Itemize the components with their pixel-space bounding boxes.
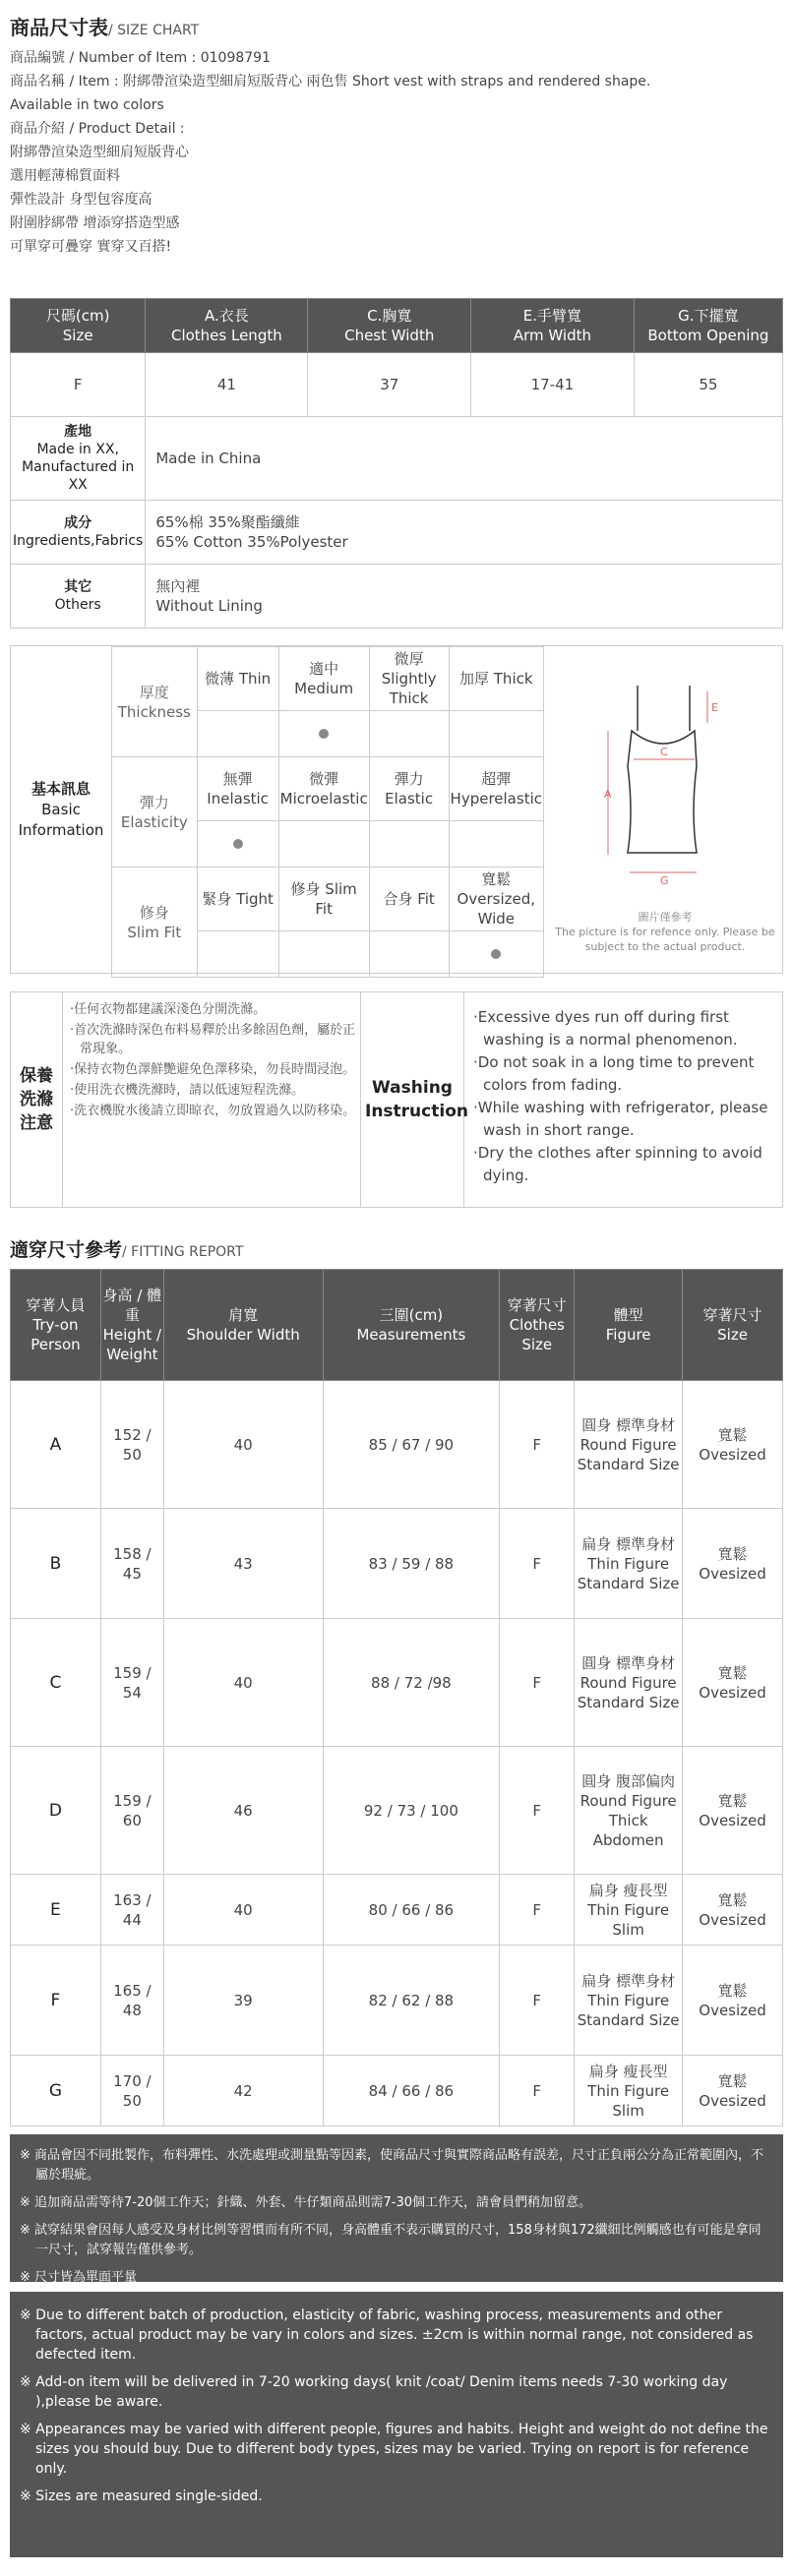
fit-size-cell: 寬鬆 Ovesized [683, 1619, 783, 1747]
measurements-cell: 92 / 73 / 100 [323, 1747, 500, 1875]
selected-dot [319, 729, 329, 739]
table-row [11, 1747, 783, 1875]
notes-zh [10, 2134, 783, 2285]
measurements-cell: 88 / 72 /98 [323, 1619, 500, 1747]
thickness-mark [369, 711, 449, 757]
note-line: ※ 商品會因不同批製作，布料彈性、水洗處理或測量點等因素，使商品尺寸與實際商品略有誤差，尺寸正負兩公分為正常範圍內，不屬於瑕疵。 [20, 2148, 764, 2183]
fit-header-hw: 身高 / 體重 Height / Weight [100, 1270, 163, 1381]
fit-size-cell: 寬鬆 Ovesized [683, 2056, 783, 2127]
fit-header-person: 穿著人員 Try-on Person [11, 1270, 101, 1381]
fit-mark [278, 931, 369, 978]
fit-option: 合身 Fit [369, 868, 449, 931]
washing-label-en: Washing Instruction [360, 992, 464, 1207]
height-weight-cell: 165 / 48 [100, 1946, 163, 2056]
label-c: C [660, 746, 668, 758]
fit-mark [369, 931, 449, 978]
figure-cell: 圓身 標準身材 Round Figure Standard Size [575, 1381, 683, 1509]
fit-header-shoulder: 肩寬 Shoulder Width [163, 1270, 323, 1381]
person-cell: G [11, 2056, 101, 2127]
measurements-cell: 84 / 66 / 86 [323, 2056, 500, 2127]
person-cell: E [11, 1875, 101, 1946]
shoulder-cell: 40 [163, 1381, 323, 1509]
size-table-header [11, 299, 783, 353]
fit-size-cell: 寬鬆 Ovesized [683, 1747, 783, 1875]
item-name: 商品名稱 / Item : 附綁帶渲染造型細肩短版背心 兩色售 Short vest with straps and rendered shape. [10, 74, 651, 90]
fit-size-cell: 寬鬆 Ovesized [683, 1381, 783, 1509]
fit-label: 修身 Slim Fit [112, 868, 198, 978]
fit-size-cell: 寬鬆 Ovesized [683, 1509, 783, 1619]
clothes-size-cell: F [500, 1381, 575, 1509]
thickness-option: 微厚 Slightly Thick [369, 647, 449, 711]
origin-row [11, 417, 783, 501]
note-line: ※ 追加商品需等待7-20個工作天；針織、外套、牛仔類商品則需7-30個工作天，請會員們稍加留意。 [20, 2195, 592, 2210]
label-e: E [711, 701, 718, 714]
note-line: ※ Appearances may be varied with different people, figures and habits. Height and weight do not define the sizes you should buy. Due to different body types, sizes may be varied. Trying on report is for reference only. [20, 2422, 768, 2477]
other-value: 無內裡 Without Lining [146, 565, 783, 629]
figure-cell: 扁身 標準身材 Thin Figure Standard Size [575, 1509, 683, 1619]
figure-cell: 圓身 腹部偏肉 Round Figure Thick Abdomen [575, 1747, 683, 1875]
washing-label-zh: 保養洗滌注意 [11, 992, 63, 1207]
label-a: A [604, 788, 612, 801]
thickness-mark [278, 711, 369, 757]
note-line: ※ Sizes are measured single-sided. [20, 2488, 263, 2504]
measurements-cell: 85 / 67 / 90 [323, 1381, 500, 1509]
size-header-length: A.衣長 Clothes Length [146, 299, 308, 353]
thickness-mark [197, 711, 278, 757]
figure-cell: 扁身 瘦長型 Thin Figure Slim [575, 2056, 683, 2127]
thickness-option: 適中 Medium [278, 647, 369, 711]
table-row [11, 1875, 783, 1946]
washing-tip: ·使用洗衣機洗滌時，請以低速短程洗滌。 [70, 1083, 305, 1098]
washing-tip: ·Excessive dyes run off during first washing is a normal phenomenon. [473, 1008, 738, 1048]
ingredients-row [11, 501, 783, 565]
product-detail-line: 附圍脖綁帶 增添穿搭造型感 [10, 215, 180, 231]
fit-option: 寬鬆 Oversized, Wide [449, 868, 543, 931]
title-zh: 商品尺寸表 [10, 16, 108, 39]
item-number: 商品編號 / Number of Item : 01098791 [10, 50, 271, 66]
height-weight-cell: 159 / 54 [100, 1619, 163, 1747]
fit-header-measurements: 三圍(cm) Measurements [323, 1270, 500, 1381]
elasticity-mark [278, 821, 369, 868]
person-cell: F [11, 1946, 101, 2056]
fit-mark [449, 931, 543, 978]
origin-value: Made in China [146, 417, 783, 501]
fit-header-figure: 體型 Figure [575, 1270, 683, 1381]
clothes-size-cell: F [500, 1946, 575, 2056]
shoulder-cell: 42 [163, 2056, 323, 2127]
product-detail-line: 附綁帶渲染造型細肩短版背心 [10, 145, 189, 160]
size-chart-header [10, 12, 783, 259]
person-cell: B [11, 1509, 101, 1619]
washing-tip: ·任何衣物都建議深淺色分開洗滌。 [70, 1002, 267, 1017]
product-detail-line: 可單穿可疊穿 實穿又百搭! [10, 239, 172, 255]
height-weight-cell: 170 / 50 [100, 2056, 163, 2127]
washing-tip: ·洗衣機脫水後請立即晾衣，勿放置過久以防移染。 [70, 1104, 356, 1118]
fit-size-cell: 寬鬆 Ovesized [683, 1875, 783, 1946]
fitting-report-title: 適穿尺寸參考/ FITTING REPORT [10, 1239, 244, 1261]
measurements-cell: 83 / 59 / 88 [323, 1509, 500, 1619]
basic-information [10, 645, 783, 974]
elasticity-option: 微彈 Microelastic [278, 757, 369, 821]
fit-size-cell: 寬鬆 Ovesized [683, 1946, 783, 2056]
product-detail-line: 選用輕薄棉質面料 [10, 168, 120, 184]
ingredients-value: 65%棉 35%聚酯纖維 65% Cotton 35%Polyester [146, 501, 783, 565]
selected-dot [233, 839, 243, 849]
washing-tip: ·While washing with refrigerator, please wash in short range. [473, 1099, 768, 1139]
height-weight-cell: 158 / 45 [100, 1509, 163, 1619]
thickness-option: 加厚 Thick [449, 647, 543, 711]
height-weight-cell: 159 / 60 [100, 1747, 163, 1875]
clothes-size-cell: F [500, 1509, 575, 1619]
table-row [11, 1619, 783, 1747]
attribute-grid [111, 646, 544, 978]
person-cell: A [11, 1381, 101, 1509]
selected-dot [491, 949, 501, 959]
thickness-label: 厚度 Thickness [112, 647, 198, 757]
measurements-cell: 80 / 66 / 86 [323, 1875, 500, 1946]
fit-option: 緊身 Tight [197, 868, 278, 931]
table-row [11, 1381, 783, 1509]
note-line: ※ 尺寸皆為單面平量 [20, 2270, 138, 2285]
garment-diagram [547, 646, 783, 973]
title-en: / SIZE CHART [108, 23, 200, 38]
ingredients-label: 成分 Ingredients,Fabrics [11, 501, 146, 565]
bottom-cell: 55 [634, 353, 782, 417]
washing-tip: ·Do not soak in a long time to prevent colors from fading. [473, 1053, 755, 1094]
person-cell: C [11, 1619, 101, 1747]
arm-cell: 17-41 [471, 353, 635, 417]
fit-mark [197, 931, 278, 978]
fit-header-clothes-size: 穿著尺寸 Clothes Size [500, 1270, 575, 1381]
elasticity-option: 超彈 Hyperelastic [449, 757, 543, 821]
washing-section [10, 991, 783, 1208]
camisole-outline [547, 646, 783, 902]
fitting-header [11, 1270, 783, 1381]
size-header-size: 尺碼(cm) Size [11, 299, 146, 353]
washing-instructions-zh [68, 1000, 357, 1122]
label-g: G [660, 874, 669, 887]
notes-en [10, 2292, 783, 2557]
elasticity-label: 彈力 Elasticity [112, 757, 198, 868]
elasticity-option: 彈力 Elastic [369, 757, 449, 821]
page-title [10, 12, 783, 40]
shoulder-cell: 39 [163, 1946, 323, 2056]
note-line: ※ 試穿結果會因每人感受及身材比例等習慣而有所不同，身高體重不表示購買的尺寸，158身材與172纖細比例觸感也有可能是拿同一尺寸，試穿報告僅供參考。 [20, 2223, 762, 2257]
size-row-f [11, 353, 783, 417]
origin-label: 產地 Made in XX, Manufactured in XX [11, 417, 146, 501]
washing-tip: ·首次洗滌時深色布料易釋於出多餘固色劑，屬於正常現象。 [70, 1023, 356, 1056]
clothes-size-cell: F [500, 2056, 575, 2127]
elasticity-mark [197, 821, 278, 868]
item-availability: Available in two colors [10, 97, 164, 113]
basic-info-label: 基本訊息 Basic Information [11, 646, 112, 973]
table-row [11, 1509, 783, 1619]
figure-cell: 圓身 標準身材 Round Figure Standard Size [575, 1619, 683, 1747]
height-weight-cell: 163 / 44 [100, 1875, 163, 1946]
note-line: ※ Due to different batch of production, elasticity of fabric, washing process, measurements and other factors, actual product may be vary in colors and sizes. ±2cm is within normal range, not considered as defected item. [20, 2307, 754, 2363]
shoulder-cell: 40 [163, 1875, 323, 1946]
product-detail-label: 商品介紹 / Product Detail : [10, 121, 185, 137]
measurements-cell: 82 / 62 / 88 [323, 1946, 500, 2056]
washing-tip: ·保持衣物色澤鮮艷避免色澤移染，勿長時間浸泡。 [70, 1062, 356, 1077]
note-line: ※ Add-on item will be delivered in 7-20 working days( knit /coat/ Denim items needs 7-30 working day ),please be aware. [20, 2374, 728, 2410]
fit-header-size: 穿著尺寸 Size [683, 1270, 783, 1381]
other-row [11, 565, 783, 629]
figure-cell: 扁身 瘦長型 Thin Figure Slim [575, 1875, 683, 1946]
length-cell: 41 [146, 353, 308, 417]
table-row [11, 2056, 783, 2127]
elasticity-mark [369, 821, 449, 868]
chest-cell: 37 [308, 353, 471, 417]
fit-option: 修身 Slim Fit [278, 868, 369, 931]
shoulder-cell: 43 [163, 1509, 323, 1619]
elasticity-mark [449, 821, 543, 868]
washing-instructions-en [469, 1006, 778, 1187]
height-weight-cell: 152 / 50 [100, 1381, 163, 1509]
size-table [10, 298, 783, 629]
size-header-arm: E.手臂寬 Arm Width [471, 299, 635, 353]
clothes-size-cell: F [500, 1619, 575, 1747]
shoulder-cell: 40 [163, 1619, 323, 1747]
figure-note: 圖片僅參考 The picture is for refence only. Please be subject to the actual product. [555, 911, 775, 953]
elasticity-option: 無彈 Inelastic [197, 757, 278, 821]
washing-tip: ·Dry the clothes after spinning to avoid dying. [473, 1144, 762, 1184]
size-header-chest: C.胸寬 Chest Width [308, 299, 471, 353]
shoulder-cell: 46 [163, 1747, 323, 1875]
other-label: 其它 Others [11, 565, 146, 629]
product-detail-line: 彈性設計 身型包容度高 [10, 192, 152, 208]
size-cell: F [11, 353, 146, 417]
thickness-mark [449, 711, 543, 757]
clothes-size-cell: F [500, 1747, 575, 1875]
fitting-report-table [10, 1269, 783, 2127]
size-header-bottom: G.下擺寬 Bottom Opening [634, 299, 782, 353]
figure-cell: 扁身 標準身材 Thin Figure Standard Size [575, 1946, 683, 2056]
person-cell: D [11, 1747, 101, 1875]
clothes-size-cell: F [500, 1875, 575, 1946]
thickness-option: 微薄 Thin [197, 647, 278, 711]
table-row [11, 1946, 783, 2056]
